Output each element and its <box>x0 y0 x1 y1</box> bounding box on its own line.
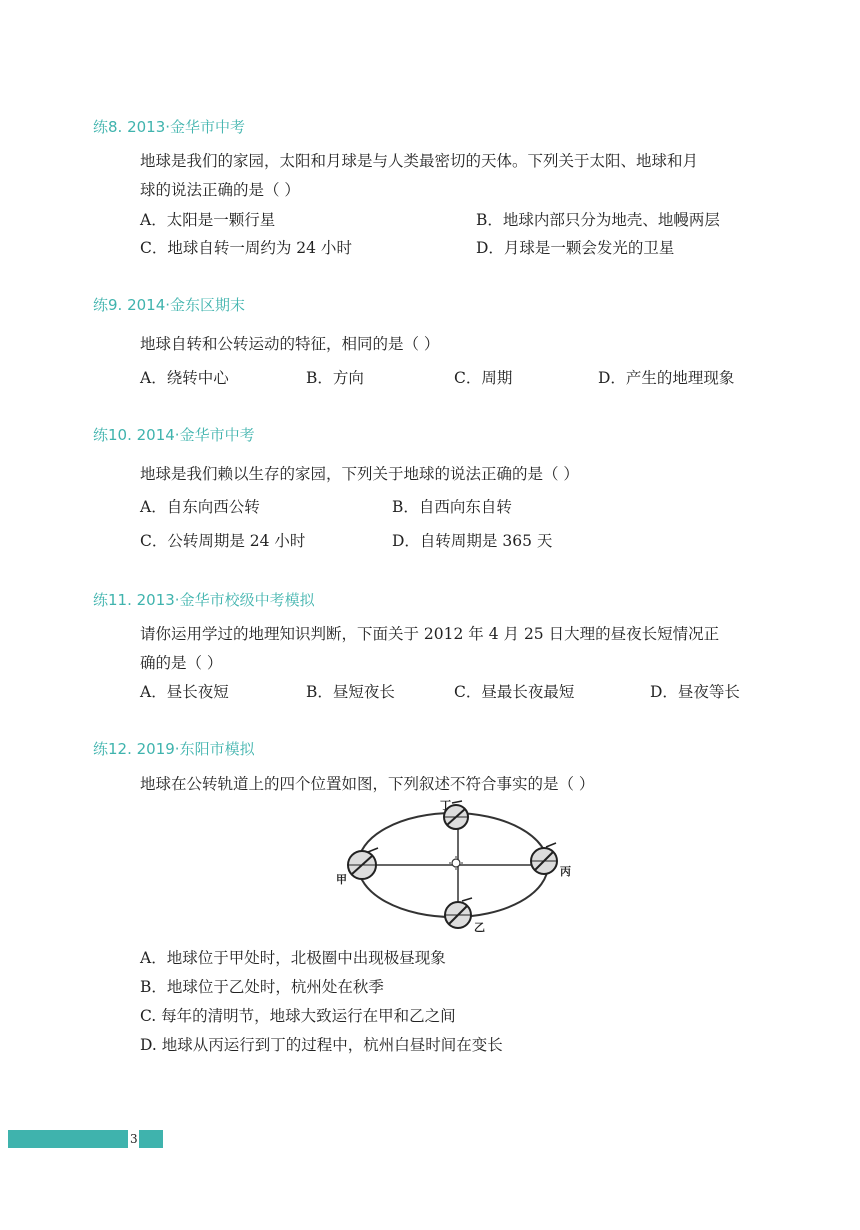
question-11-stem-line1: 请你运用学过的地理知识判断，下面关于 2012 年 4 月 25 日大理的昼夜长短情况正 <box>140 625 720 643</box>
question-9-option-d: D．产生的地理现象 <box>598 369 735 387</box>
label-ding: 丁 <box>440 799 451 812</box>
question-12-option-d: D. 地球从丙运行到丁的过程中，杭州白昼时间在变长 <box>140 1036 503 1054</box>
label-bing: 丙 <box>560 865 571 878</box>
question-9-option-b: B．方向 <box>306 369 364 387</box>
question-12-option-c: C. 每年的清明节，地球大致运行在甲和乙之间 <box>140 1007 456 1025</box>
footer-bar-right <box>139 1130 163 1148</box>
question-10-option-a: A．自东向西公转 <box>140 498 260 516</box>
question-10-option-d: D．自转周期是 365 天 <box>392 532 553 550</box>
question-12-heading: 练12. 2019·东阳市模拟 <box>93 740 255 758</box>
question-8-option-c: C．地球自转一周约为 24 小时 <box>140 239 352 257</box>
question-8-option-d: D．月球是一颗会发光的卫星 <box>476 239 675 257</box>
question-11-heading: 练11. 2013·金华市校级中考模拟 <box>93 591 315 609</box>
question-10-option-c: C．公转周期是 24 小时 <box>140 532 306 550</box>
footer-bar-left <box>8 1130 128 1148</box>
label-yi: 乙 <box>474 921 485 934</box>
earth-position-bing <box>531 843 557 874</box>
question-12-option-b: B．地球位于乙处时，杭州处在秋季 <box>140 978 384 996</box>
question-9-heading: 练9. 2014·金东区期末 <box>93 296 246 314</box>
question-8-option-b: B．地球内部只分为地壳、地幔两层 <box>476 211 720 229</box>
question-11-stem-line2: 确的是（ ） <box>140 654 223 672</box>
question-9-stem: 地球自转和公转运动的特征，相同的是（ ） <box>140 335 440 353</box>
question-11-option-b: B．昼短夜长 <box>306 683 395 701</box>
question-12-stem: 地球在公转轨道上的四个位置如图，下列叙述不符合事实的是（ ） <box>140 775 595 793</box>
question-8-heading: 练8. 2013·金华市中考 <box>93 118 246 136</box>
question-10-heading: 练10. 2014·金华市中考 <box>93 426 255 444</box>
sun-icon <box>449 856 463 870</box>
question-11-option-a: A．昼长夜短 <box>140 683 229 701</box>
question-8-option-a: A．太阳是一颗行星 <box>140 211 276 229</box>
question-9-option-c: C．周期 <box>454 369 513 387</box>
question-12-option-a: A．地球位于甲处时，北极圈中出现极昼现象 <box>140 949 446 967</box>
question-10-option-b: B．自西向东自转 <box>392 498 512 516</box>
question-11-option-c: C．昼最长夜最短 <box>454 683 575 701</box>
question-9-option-a: A．绕转中心 <box>140 369 229 387</box>
earth-position-yi <box>445 898 472 928</box>
question-8-stem-line1: 地球是我们的家园，太阳和月球是与人类最密切的天体。下列关于太阳、地球和月 <box>140 152 699 170</box>
earth-position-jia <box>348 848 378 879</box>
question-11-option-d: D．昼夜等长 <box>650 683 740 701</box>
earth-orbit-diagram <box>318 795 588 940</box>
label-jia: 甲 <box>336 873 347 886</box>
page-number: 3 <box>130 1132 138 1146</box>
question-10-stem: 地球是我们赖以生存的家园，下列关于地球的说法正确的是（ ） <box>140 465 579 483</box>
question-8-stem-line2: 球的说法正确的是（ ） <box>140 181 300 199</box>
